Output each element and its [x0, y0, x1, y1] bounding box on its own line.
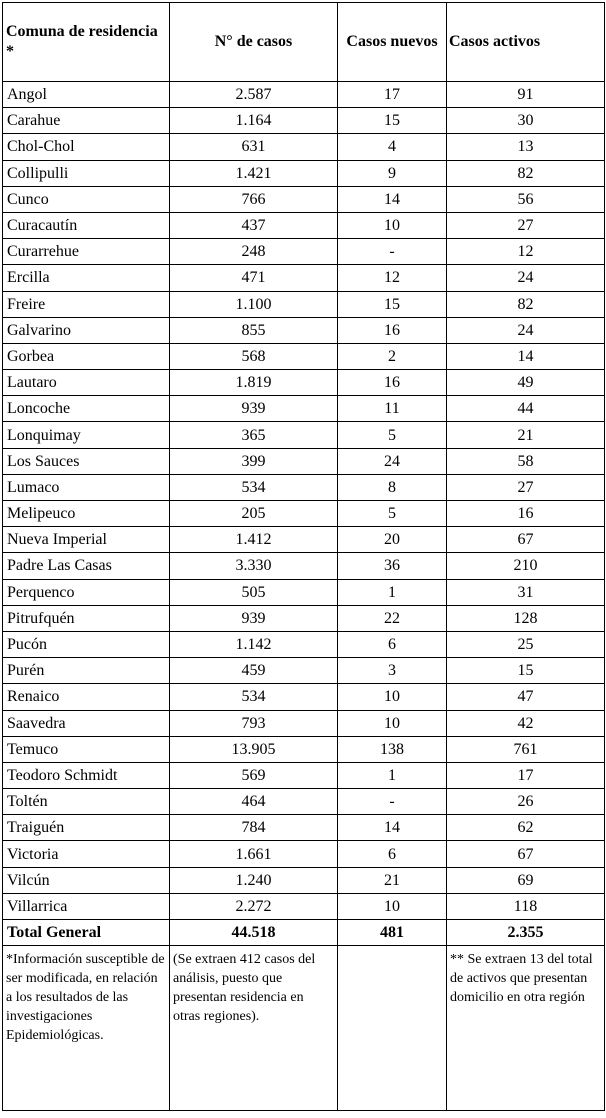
cell-activos: 13 — [447, 134, 605, 160]
cell-nuevos: 6 — [338, 841, 447, 867]
header-comuna: Comuna de residencia * — [3, 3, 170, 82]
cell-nuevos: 5 — [338, 422, 447, 448]
cell-activos: 15 — [447, 658, 605, 684]
cell-casos: 534 — [170, 684, 338, 710]
table-row — [3, 186, 605, 212]
cell-comuna: Victoria — [3, 841, 170, 867]
table-row — [3, 108, 605, 134]
cell-casos: 505 — [170, 579, 338, 605]
cell-activos: 21 — [447, 422, 605, 448]
cell-comuna: Gorbea — [3, 343, 170, 369]
table-row — [3, 501, 605, 527]
cell-activos: 128 — [447, 605, 605, 631]
cell-comuna: Padre Las Casas — [3, 553, 170, 579]
cell-casos: 1.164 — [170, 108, 338, 134]
cell-casos: 534 — [170, 474, 338, 500]
note-extracted-active: ** Se extraen 13 del total de activos que presentan domicilio en otra región — [447, 946, 605, 1111]
cell-casos: 1.421 — [170, 160, 338, 186]
table-row — [3, 841, 605, 867]
cell-comuna: Traiguén — [3, 815, 170, 841]
cell-casos: 1.240 — [170, 867, 338, 893]
total-label: Total General — [3, 920, 170, 946]
cell-activos: 44 — [447, 396, 605, 422]
cell-nuevos: 20 — [338, 527, 447, 553]
cell-comuna: Curarrehue — [3, 239, 170, 265]
cell-nuevos: 15 — [338, 291, 447, 317]
cell-casos: 248 — [170, 239, 338, 265]
cell-activos: 24 — [447, 265, 605, 291]
cell-nuevos: 6 — [338, 631, 447, 657]
cell-comuna: Saavedra — [3, 710, 170, 736]
table-row — [3, 239, 605, 265]
cell-nuevos: 22 — [338, 605, 447, 631]
table-row — [3, 134, 605, 160]
cell-nuevos: 14 — [338, 815, 447, 841]
cell-comuna: Los Sauces — [3, 448, 170, 474]
table-row — [3, 736, 605, 762]
cell-nuevos: - — [338, 239, 447, 265]
cell-activos: 49 — [447, 370, 605, 396]
cell-activos: 62 — [447, 815, 605, 841]
cell-activos: 16 — [447, 501, 605, 527]
cell-nuevos: 17 — [338, 82, 447, 108]
table-row — [3, 422, 605, 448]
cell-activos: 31 — [447, 579, 605, 605]
cell-activos: 24 — [447, 317, 605, 343]
cell-activos: 67 — [447, 527, 605, 553]
cell-casos: 568 — [170, 343, 338, 369]
cell-activos: 118 — [447, 893, 605, 919]
table-row — [3, 527, 605, 553]
cell-nuevos: 16 — [338, 317, 447, 343]
cell-nuevos: 3 — [338, 658, 447, 684]
cell-comuna: Freire — [3, 291, 170, 317]
cell-casos: 1.100 — [170, 291, 338, 317]
cell-comuna: Purén — [3, 658, 170, 684]
header-casos: N° de casos — [170, 3, 338, 82]
cell-comuna: Vilcún — [3, 867, 170, 893]
cell-nuevos: 16 — [338, 370, 447, 396]
table-row — [3, 396, 605, 422]
cell-activos: 17 — [447, 762, 605, 788]
cell-casos: 13.905 — [170, 736, 338, 762]
cell-comuna: Angol — [3, 82, 170, 108]
cell-comuna: Collipulli — [3, 160, 170, 186]
table-row — [3, 893, 605, 919]
table-row — [3, 579, 605, 605]
cell-casos: 784 — [170, 815, 338, 841]
cell-comuna: Cunco — [3, 186, 170, 212]
cell-casos: 2.272 — [170, 893, 338, 919]
cell-nuevos: 138 — [338, 736, 447, 762]
cell-nuevos: 24 — [338, 448, 447, 474]
cell-activos: 58 — [447, 448, 605, 474]
cell-comuna: Chol-Chol — [3, 134, 170, 160]
cell-casos: 631 — [170, 134, 338, 160]
cell-casos: 939 — [170, 605, 338, 631]
cell-activos: 27 — [447, 474, 605, 500]
cell-casos: 766 — [170, 186, 338, 212]
cell-casos: 365 — [170, 422, 338, 448]
table-row — [3, 684, 605, 710]
cell-activos: 210 — [447, 553, 605, 579]
table-row — [3, 710, 605, 736]
total-nuevos: 481 — [338, 920, 447, 946]
cell-casos: 3.330 — [170, 553, 338, 579]
cell-casos: 205 — [170, 501, 338, 527]
cell-comuna: Toltén — [3, 789, 170, 815]
table-row — [3, 291, 605, 317]
table-row — [3, 370, 605, 396]
cell-activos: 47 — [447, 684, 605, 710]
cell-nuevos: 15 — [338, 108, 447, 134]
note-extracted-cases: (Se extraen 412 casos del análisis, puesto que presentan residencia en otras regiones). — [170, 946, 338, 1111]
cell-nuevos: 21 — [338, 867, 447, 893]
cell-activos: 761 — [447, 736, 605, 762]
cell-nuevos: 14 — [338, 186, 447, 212]
cell-activos: 42 — [447, 710, 605, 736]
cell-comuna: Temuco — [3, 736, 170, 762]
table-body — [3, 82, 605, 920]
table-row — [3, 474, 605, 500]
cell-nuevos: 36 — [338, 553, 447, 579]
cell-comuna: Lumaco — [3, 474, 170, 500]
cell-comuna: Ercilla — [3, 265, 170, 291]
cell-casos: 1.819 — [170, 370, 338, 396]
table-row — [3, 160, 605, 186]
cell-activos: 26 — [447, 789, 605, 815]
notes-row — [3, 946, 605, 1111]
cell-activos: 82 — [447, 291, 605, 317]
total-row — [3, 920, 605, 946]
cell-nuevos: 4 — [338, 134, 447, 160]
cell-nuevos: 10 — [338, 710, 447, 736]
cell-nuevos: 10 — [338, 212, 447, 238]
table-row — [3, 631, 605, 657]
cell-comuna: Renaico — [3, 684, 170, 710]
cell-nuevos: 1 — [338, 579, 447, 605]
cell-activos: 30 — [447, 108, 605, 134]
cell-comuna: Galvarino — [3, 317, 170, 343]
cell-activos: 67 — [447, 841, 605, 867]
cell-casos: 2.587 — [170, 82, 338, 108]
table-row — [3, 82, 605, 108]
note-information: *Información susceptible de ser modificada, en relación a los resultados de las investigaciones Epidemiológicas. — [3, 946, 170, 1111]
cell-nuevos: 5 — [338, 501, 447, 527]
cases-table — [2, 2, 605, 1111]
table-row — [3, 815, 605, 841]
table-row — [3, 658, 605, 684]
cell-casos: 793 — [170, 710, 338, 736]
total-casos: 44.518 — [170, 920, 338, 946]
table-row — [3, 762, 605, 788]
cell-nuevos: 9 — [338, 160, 447, 186]
cell-casos: 1.142 — [170, 631, 338, 657]
cell-activos: 82 — [447, 160, 605, 186]
total-activos: 2.355 — [447, 920, 605, 946]
header-nuevos: Casos nuevos — [338, 3, 447, 82]
cell-nuevos: 10 — [338, 893, 447, 919]
note-empty — [338, 946, 447, 1111]
cell-casos: 459 — [170, 658, 338, 684]
cell-casos: 939 — [170, 396, 338, 422]
cell-activos: 69 — [447, 867, 605, 893]
header-row — [3, 3, 605, 82]
cell-comuna: Villarrica — [3, 893, 170, 919]
cell-comuna: Perquenco — [3, 579, 170, 605]
table-row — [3, 553, 605, 579]
table-row — [3, 265, 605, 291]
cell-comuna: Lautaro — [3, 370, 170, 396]
cell-activos: 12 — [447, 239, 605, 265]
header-activos: Casos activos — [447, 3, 605, 82]
table-row — [3, 448, 605, 474]
cell-comuna: Pucón — [3, 631, 170, 657]
cell-activos: 91 — [447, 82, 605, 108]
cell-nuevos: 1 — [338, 762, 447, 788]
cell-nuevos: 10 — [338, 684, 447, 710]
cell-comuna: Teodoro Schmidt — [3, 762, 170, 788]
cell-activos: 27 — [447, 212, 605, 238]
cell-casos: 1.661 — [170, 841, 338, 867]
cell-nuevos: 8 — [338, 474, 447, 500]
cell-comuna: Lonquimay — [3, 422, 170, 448]
cell-casos: 1.412 — [170, 527, 338, 553]
cell-comuna: Nueva Imperial — [3, 527, 170, 553]
cell-comuna: Curacautín — [3, 212, 170, 238]
cell-casos: 437 — [170, 212, 338, 238]
cell-activos: 25 — [447, 631, 605, 657]
cell-casos: 399 — [170, 448, 338, 474]
cell-activos: 56 — [447, 186, 605, 212]
cell-casos: 471 — [170, 265, 338, 291]
cell-comuna: Melipeuco — [3, 501, 170, 527]
cell-nuevos: 12 — [338, 265, 447, 291]
table-row — [3, 867, 605, 893]
table-row — [3, 605, 605, 631]
cell-nuevos: - — [338, 789, 447, 815]
cell-casos: 855 — [170, 317, 338, 343]
cell-casos: 464 — [170, 789, 338, 815]
cell-nuevos: 11 — [338, 396, 447, 422]
cell-comuna: Pitrufquén — [3, 605, 170, 631]
table-row — [3, 317, 605, 343]
cell-activos: 14 — [447, 343, 605, 369]
cell-comuna: Loncoche — [3, 396, 170, 422]
table-row — [3, 789, 605, 815]
table-row — [3, 212, 605, 238]
table-row — [3, 343, 605, 369]
cell-casos: 569 — [170, 762, 338, 788]
cell-nuevos: 2 — [338, 343, 447, 369]
cell-comuna: Carahue — [3, 108, 170, 134]
